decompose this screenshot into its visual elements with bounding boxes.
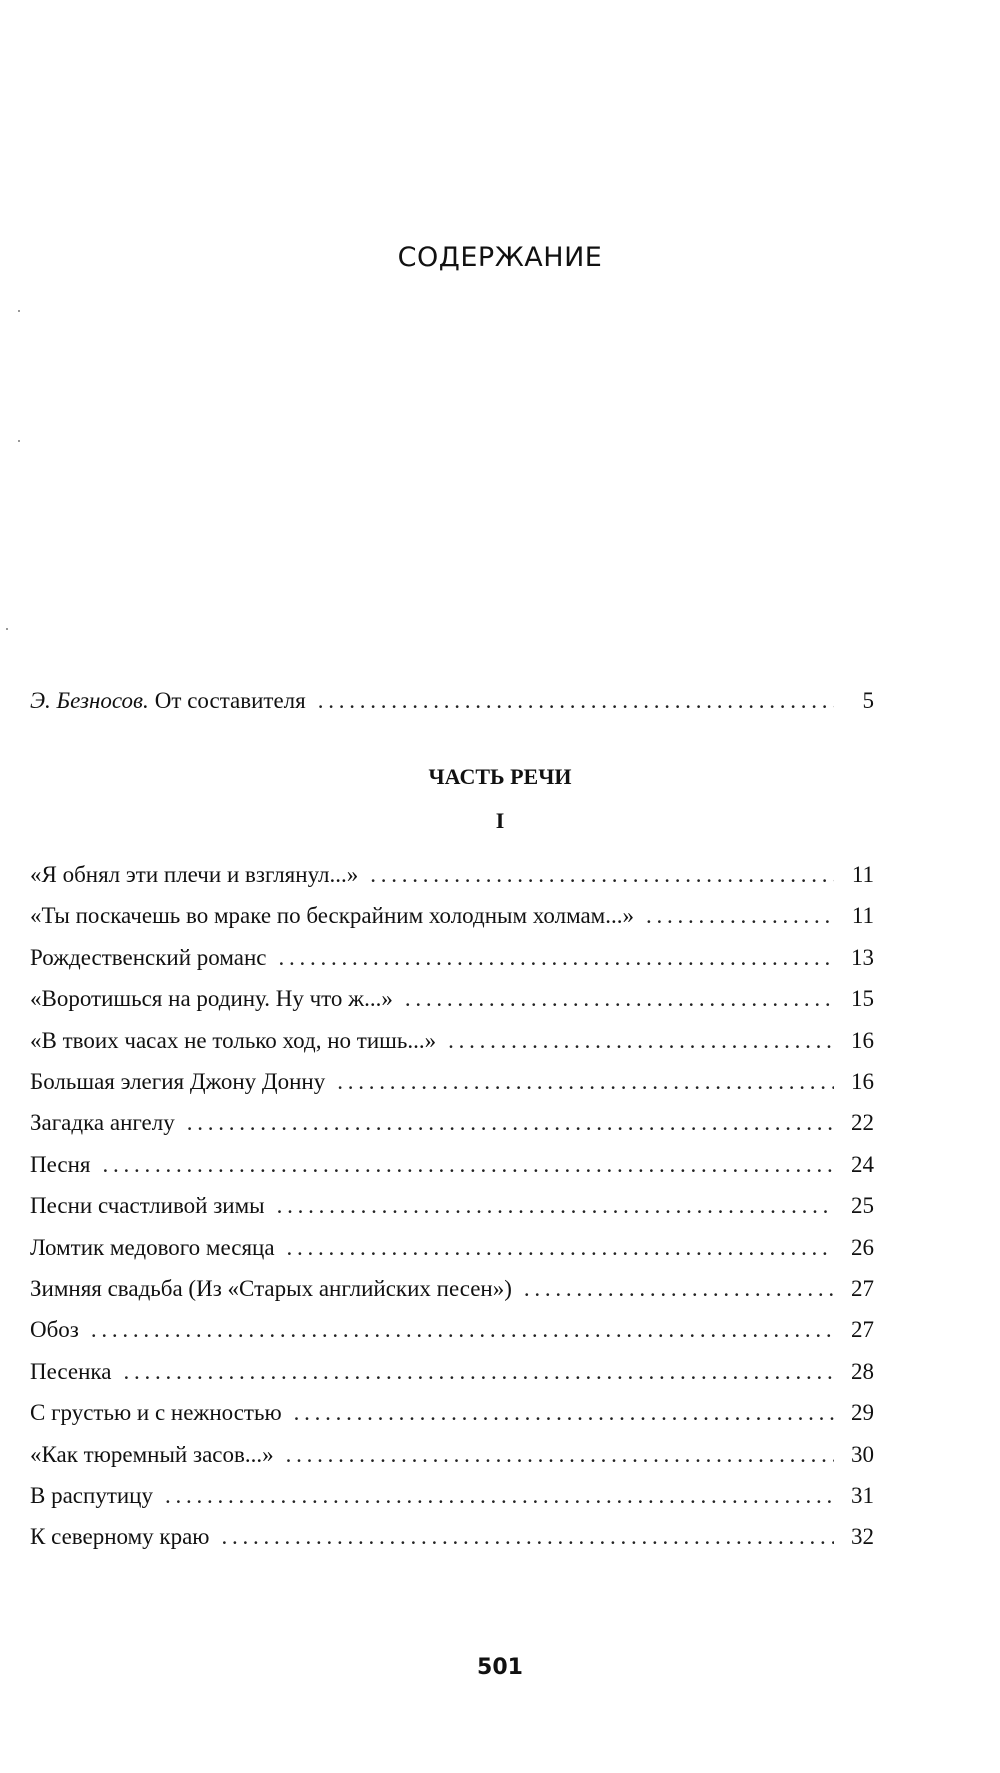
- entry-title: Песенка: [30, 1358, 112, 1384]
- dot-leader: [405, 986, 834, 1012]
- toc-entry: [30, 1276, 874, 1306]
- entry-title: Ломтик медового месяца: [30, 1234, 275, 1260]
- toc-entry: [30, 1235, 874, 1265]
- toc-entry: [30, 1110, 874, 1140]
- entry-title: Зимняя свадьба (Из «Старых английских песен»): [30, 1276, 512, 1301]
- scan-speck: [6, 628, 8, 630]
- entry-page-number: 28: [851, 1358, 874, 1384]
- toc-entry: [30, 1359, 874, 1389]
- entry-page-number: 27: [851, 1276, 874, 1301]
- scan-speck: [18, 440, 20, 442]
- entry-title: «Как тюремный засов...»: [30, 1441, 274, 1467]
- entry-page-number: 13: [851, 944, 874, 970]
- toc-entry: [30, 903, 874, 933]
- dot-leader: [278, 945, 834, 971]
- entry-page-number: 24: [851, 1151, 874, 1177]
- entry-page-number: 30: [851, 1441, 874, 1467]
- entry-title: К северному краю: [30, 1524, 210, 1550]
- entry-page-number: 16: [851, 1069, 874, 1094]
- toc-entry: [30, 986, 874, 1016]
- scan-speck: [18, 310, 20, 312]
- entry-title: Песня: [30, 1151, 91, 1177]
- dot-leader: [287, 1235, 834, 1261]
- dot-leader: [221, 1524, 834, 1550]
- entry-page-number: 16: [851, 1027, 874, 1053]
- dot-leader: [370, 862, 834, 888]
- entry-title: В распутицу: [30, 1483, 153, 1508]
- toc-entry: [30, 1400, 874, 1430]
- entry-page-number: 11: [851, 903, 874, 929]
- entry-title: Большая элегия Джону Донну: [30, 1069, 326, 1094]
- entry-page-number: 32: [851, 1524, 874, 1550]
- entry-title: «Ты поскачешь во мраке по бескрайним холодным холмам...»: [30, 903, 634, 929]
- entry-title: «Я обнял эти плечи и взглянул...»: [30, 862, 359, 887]
- entry-title: «В твоих часах не только ход, но тишь...»: [30, 1027, 437, 1053]
- entry-page-number: 27: [851, 1317, 874, 1343]
- entry-title: С грустью и с нежностью: [30, 1400, 282, 1426]
- toc-entry: [30, 862, 874, 892]
- entry-title: От составителя: [154, 688, 306, 713]
- page-number: 501: [477, 1655, 523, 1680]
- dot-leader: [337, 1069, 834, 1095]
- entry-page-number: 5: [862, 688, 874, 713]
- entry-page-number: 31: [851, 1483, 874, 1508]
- toc-entry: [30, 1483, 874, 1513]
- dot-leader: [165, 1483, 834, 1509]
- entry-title: Обоз: [30, 1317, 79, 1343]
- dot-leader: [294, 1400, 834, 1426]
- dot-leader: [318, 688, 834, 714]
- dot-leader: [448, 1028, 834, 1054]
- dot-leader: [123, 1359, 834, 1385]
- entry-page-number: 11: [851, 862, 874, 887]
- entry-page-number: 15: [851, 986, 874, 1012]
- entry-title: Песни счастливой зимы: [30, 1193, 265, 1219]
- dot-leader: [187, 1110, 834, 1136]
- entry-page-number: 29: [851, 1400, 874, 1426]
- dot-leader: [524, 1276, 834, 1302]
- entry-title: Рождественский романс: [30, 944, 267, 970]
- entry-title: Загадка ангелу: [30, 1110, 175, 1136]
- toc-entry: [30, 1193, 874, 1223]
- entry-page-number: 22: [851, 1110, 874, 1136]
- toc-entry: [30, 1317, 874, 1347]
- page-title: СОДЕРЖАНИЕ: [397, 242, 603, 273]
- toc-entry-intro: [30, 688, 874, 718]
- toc-entry: [30, 1524, 874, 1554]
- dot-leader: [91, 1317, 834, 1343]
- toc-entry: [30, 1028, 874, 1058]
- entry-title: «Воротишься на родину. Ну что ж...»: [30, 986, 393, 1012]
- part-heading: ЧАСТЬ РЕЧИ: [428, 764, 572, 789]
- dot-leader: [646, 903, 834, 929]
- toc-entry: [30, 1152, 874, 1182]
- toc-entry: [30, 1442, 874, 1472]
- toc-entry: [30, 1069, 874, 1099]
- dot-leader: [286, 1442, 834, 1468]
- section-numeral: I: [495, 808, 505, 833]
- entry-page-number: 26: [851, 1234, 874, 1260]
- toc-entry: [30, 945, 874, 975]
- dot-leader: [103, 1152, 835, 1178]
- dot-leader: [277, 1193, 834, 1219]
- entry-author: Э. Безносов.: [30, 688, 149, 713]
- entry-page-number: 25: [851, 1193, 874, 1219]
